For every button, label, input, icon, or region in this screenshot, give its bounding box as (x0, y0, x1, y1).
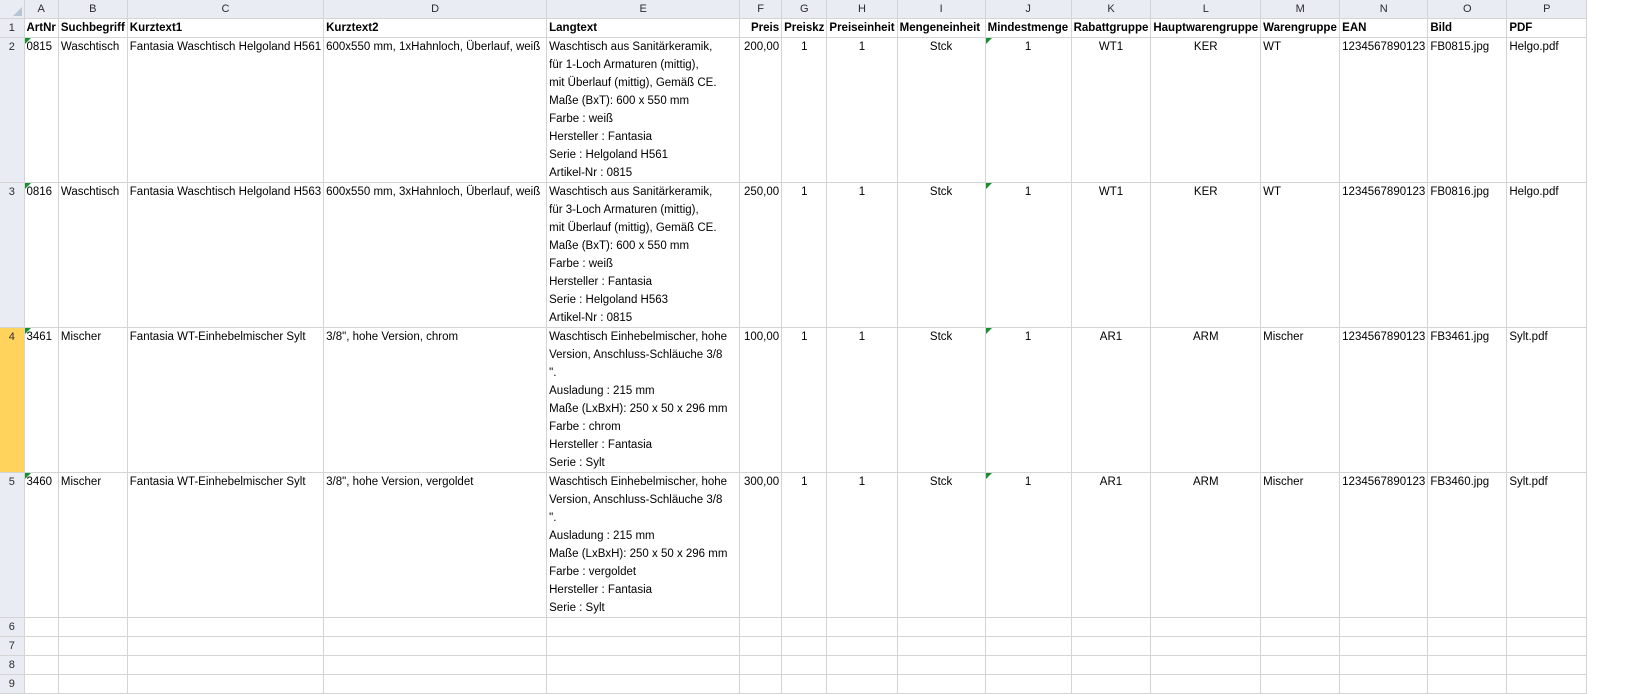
cell-mindestmenge[interactable]: 1 (985, 473, 1071, 618)
cell-bild[interactable]: FB0815.jpg (1428, 38, 1507, 183)
row-header-6[interactable]: 6 (0, 618, 24, 637)
cell-kurztext1[interactable]: Fantasia Waschtisch Helgoland H561 (127, 38, 323, 183)
cell-rabattgruppe[interactable]: AR1 (1071, 328, 1151, 473)
empty-cell[interactable] (1340, 656, 1428, 675)
langtext-line: Hersteller : Fantasia (549, 276, 653, 288)
empty-cell[interactable] (127, 656, 323, 675)
row-header-8[interactable]: 8 (0, 656, 24, 675)
cell-preiskz[interactable]: 1 (782, 38, 827, 183)
langtext-line: Version, Anschluss-Schläuche 3/8 (549, 349, 723, 361)
cell-b1[interactable]: Suchbegriff (58, 19, 127, 38)
cell-artnr[interactable]: 3461 (24, 328, 58, 473)
cell-f1[interactable]: Preis (740, 19, 782, 38)
empty-cell[interactable] (897, 656, 985, 675)
empty-cell[interactable] (324, 618, 547, 637)
empty-row (0, 618, 1587, 637)
column-header-i[interactable]: I (897, 0, 985, 19)
empty-cell[interactable] (985, 656, 1071, 675)
empty-cell[interactable] (127, 637, 323, 656)
column-header-d[interactable]: D (324, 0, 547, 19)
empty-cell[interactable] (827, 618, 897, 637)
column-header-o[interactable]: O (1428, 0, 1507, 19)
cell-warengruppe[interactable]: WT (1261, 38, 1340, 183)
empty-cell[interactable] (782, 637, 827, 656)
empty-cell[interactable] (1340, 637, 1428, 656)
langtext-line: ". (549, 512, 557, 524)
cell-preiskz[interactable]: 1 (782, 328, 827, 473)
cell-l1[interactable]: Hauptwarengruppe (1151, 19, 1261, 38)
empty-cell[interactable] (1507, 618, 1587, 637)
empty-cell[interactable] (324, 656, 547, 675)
cell-warengruppe[interactable]: WT (1261, 183, 1340, 328)
cell-kurztext1[interactable]: Fantasia WT-Einhebelmischer Sylt (127, 473, 323, 618)
cell-preiseinheit[interactable]: 1 (827, 328, 897, 473)
empty-cell[interactable] (782, 675, 827, 694)
cell-j1[interactable]: Mindestmenge (985, 19, 1071, 38)
langtext-line: Waschtisch aus Sanitärkeramik, (549, 186, 713, 198)
cell-k1[interactable]: Rabattgruppe (1071, 19, 1151, 38)
cell-rabattgruppe[interactable]: WT1 (1071, 38, 1151, 183)
cell-langtext[interactable] (547, 473, 740, 618)
empty-cell[interactable] (58, 675, 127, 694)
langtext-line: Serie : Sylt (549, 602, 605, 614)
empty-cell[interactable] (324, 675, 547, 694)
langtext-line: mit Überlauf (mittig), Gemäß CE. (549, 77, 717, 89)
cell-mindestmenge[interactable]: 1 (985, 38, 1071, 183)
column-header-p[interactable]: P (1507, 0, 1587, 19)
cell-pdf[interactable]: Sylt.pdf (1507, 328, 1587, 473)
cell-bild[interactable]: FB3461.jpg (1428, 328, 1507, 473)
cell-pdf[interactable]: Sylt.pdf (1507, 473, 1587, 618)
cell-ean[interactable]: 1234567890123 (1340, 328, 1428, 473)
empty-cell[interactable] (1071, 618, 1151, 637)
cell-bild[interactable]: FB0816.jpg (1428, 183, 1507, 328)
empty-cell[interactable] (547, 637, 740, 656)
empty-cell[interactable] (782, 618, 827, 637)
empty-cell[interactable] (1507, 637, 1587, 656)
empty-cell[interactable] (1261, 675, 1340, 694)
langtext-line: Maße (BxT): 600 x 550 mm (549, 240, 690, 252)
cell-rabattgruppe[interactable]: WT1 (1071, 183, 1151, 328)
cell-suchbegriff[interactable]: Waschtisch (58, 38, 127, 183)
empty-cell[interactable] (1507, 675, 1587, 694)
row-header-2[interactable]: 2 (0, 38, 24, 183)
empty-cell[interactable] (897, 618, 985, 637)
empty-cell[interactable] (58, 637, 127, 656)
cell-preiskz[interactable]: 1 (782, 473, 827, 618)
cell-preiseinheit[interactable]: 1 (827, 473, 897, 618)
cell-e1[interactable]: Langtext (547, 19, 740, 38)
empty-cell[interactable] (897, 637, 985, 656)
empty-cell[interactable] (24, 675, 58, 694)
cell-kurztext2[interactable]: 3/8", hohe Version, vergoldet (324, 473, 547, 618)
cell-artnr[interactable]: 3460 (24, 473, 58, 618)
langtext-line: ". (549, 367, 557, 379)
cell-preis[interactable]: 250,00 (740, 183, 782, 328)
cell-g1[interactable]: Preiskz (782, 19, 827, 38)
cell-bild[interactable]: FB3460.jpg (1428, 473, 1507, 618)
row-header-1[interactable]: 1 (0, 19, 24, 38)
empty-cell[interactable] (1507, 656, 1587, 675)
empty-cell[interactable] (827, 637, 897, 656)
column-header-n[interactable]: N (1340, 0, 1428, 19)
langtext-line: mit Überlauf (mittig), Gemäß CE. (549, 222, 717, 234)
cell-warengruppe[interactable]: Mischer (1261, 328, 1340, 473)
empty-cell[interactable] (1151, 637, 1261, 656)
langtext-line: Farbe : weiß (549, 113, 614, 125)
cell-pdf[interactable]: Helgo.pdf (1507, 38, 1587, 183)
empty-cell[interactable] (740, 675, 782, 694)
cell-suchbegriff[interactable]: Waschtisch (58, 183, 127, 328)
column-header-c[interactable]: C (127, 0, 323, 19)
cell-ean[interactable]: 1234567890123 (1340, 183, 1428, 328)
empty-cell[interactable] (782, 656, 827, 675)
row-header-3[interactable]: 3 (0, 183, 24, 328)
cell-mengeneinheit[interactable]: Stck (897, 38, 985, 183)
table-row (0, 183, 1587, 328)
column-header-k[interactable]: K (1071, 0, 1151, 19)
cell-h1[interactable]: Preiseinheit (827, 19, 897, 38)
cell-a1[interactable]: ArtNr (24, 19, 58, 38)
langtext-line: Maße (BxT): 600 x 550 mm (549, 95, 690, 107)
langtext-line: Waschtisch Einhebelmischer, hohe (549, 331, 728, 343)
empty-cell[interactable] (1428, 656, 1507, 675)
cell-mengeneinheit[interactable]: Stck (897, 328, 985, 473)
langtext-line: Hersteller : Fantasia (549, 584, 653, 596)
empty-cell[interactable] (1428, 618, 1507, 637)
empty-cell[interactable] (58, 656, 127, 675)
column-header-h[interactable]: H (827, 0, 897, 19)
cell-hauptwarengruppe[interactable]: ARM (1151, 328, 1261, 473)
empty-cell[interactable] (985, 618, 1071, 637)
empty-cell[interactable] (985, 637, 1071, 656)
empty-cell[interactable] (1261, 656, 1340, 675)
cell-preis[interactable]: 200,00 (740, 38, 782, 183)
cell-preiseinheit[interactable]: 1 (827, 38, 897, 183)
cell-kurztext2[interactable]: 3/8", hohe Version, chrom (324, 328, 547, 473)
cell-kurztext1[interactable]: Fantasia Waschtisch Helgoland H563 (127, 183, 323, 328)
column-header-a[interactable]: A (24, 0, 58, 19)
empty-cell[interactable] (1428, 675, 1507, 694)
cell-artnr[interactable]: 0815 (24, 38, 58, 183)
header-row (0, 19, 1587, 38)
cell-preis[interactable]: 100,00 (740, 328, 782, 473)
cell-c1[interactable]: Kurztext1 (127, 19, 323, 38)
cell-langtext[interactable] (547, 328, 740, 473)
column-header-g[interactable]: G (782, 0, 827, 19)
empty-cell[interactable] (1261, 618, 1340, 637)
empty-row (0, 656, 1587, 675)
column-header-l[interactable]: L (1151, 0, 1261, 19)
langtext-line: für 1-Loch Armaturen (mittig), (549, 59, 699, 71)
cell-kurztext2[interactable]: 600x550 mm, 3xHahnloch, Überlauf, weiß (324, 183, 547, 328)
cell-kurztext2[interactable]: 600x550 mm, 1xHahnloch, Überlauf, weiß (324, 38, 547, 183)
cell-langtext[interactable] (547, 183, 740, 328)
empty-cell[interactable] (1151, 618, 1261, 637)
empty-cell[interactable] (58, 618, 127, 637)
empty-cell[interactable] (24, 637, 58, 656)
select-all-triangle-icon (13, 7, 22, 16)
cell-hauptwarengruppe[interactable]: KER (1151, 183, 1261, 328)
empty-row (0, 637, 1587, 656)
cell-m1[interactable]: Warengruppe (1261, 19, 1340, 38)
langtext-line: Artikel-Nr : 0815 (549, 167, 633, 179)
empty-cell[interactable] (324, 637, 547, 656)
empty-cell[interactable] (740, 618, 782, 637)
row-header-4[interactable]: 4 (0, 328, 24, 473)
empty-cell[interactable] (1071, 656, 1151, 675)
select-all-corner[interactable] (0, 0, 24, 19)
cell-mindestmenge[interactable]: 1 (985, 328, 1071, 473)
column-header-b[interactable]: B (58, 0, 127, 19)
cell-hauptwarengruppe[interactable]: ARM (1151, 473, 1261, 618)
cell-mindestmenge[interactable]: 1 (985, 183, 1071, 328)
column-header-j[interactable]: J (985, 0, 1071, 19)
cell-langtext[interactable] (547, 38, 740, 183)
empty-cell[interactable] (547, 618, 740, 637)
row-header-7[interactable]: 7 (0, 637, 24, 656)
empty-cell[interactable] (1071, 675, 1151, 694)
langtext-line: Hersteller : Fantasia (549, 439, 653, 451)
langtext-line: Maße (LxBxH): 250 x 50 x 296 mm (549, 403, 728, 415)
cell-preiseinheit[interactable]: 1 (827, 183, 897, 328)
empty-cell[interactable] (1340, 675, 1428, 694)
cell-rabattgruppe[interactable]: AR1 (1071, 473, 1151, 618)
empty-cell[interactable] (127, 618, 323, 637)
cell-mengeneinheit[interactable]: Stck (897, 473, 985, 618)
langtext-line: Hersteller : Fantasia (549, 131, 653, 143)
langtext-line: Version, Anschluss-Schläuche 3/8 (549, 494, 723, 506)
cell-o1[interactable]: Bild (1428, 19, 1507, 38)
empty-cell[interactable] (740, 637, 782, 656)
empty-row (0, 675, 1587, 694)
table-row (0, 473, 1587, 618)
cell-ean[interactable]: 1234567890123 (1340, 473, 1428, 618)
langtext-line: Farbe : weiß (549, 258, 614, 270)
empty-cell[interactable] (547, 656, 740, 675)
langtext-line: Serie : Helgoland H561 (549, 149, 669, 161)
langtext-line: für 3-Loch Armaturen (mittig), (549, 204, 699, 216)
empty-cell[interactable] (1261, 637, 1340, 656)
column-header-f[interactable]: F (740, 0, 782, 19)
empty-cell[interactable] (1340, 618, 1428, 637)
empty-cell[interactable] (24, 618, 58, 637)
empty-cell[interactable] (740, 656, 782, 675)
langtext-line: Farbe : vergoldet (549, 566, 637, 578)
langtext-line: Maße (LxBxH): 250 x 50 x 296 mm (549, 548, 728, 560)
cell-warengruppe[interactable]: Mischer (1261, 473, 1340, 618)
empty-cell[interactable] (1151, 675, 1261, 694)
empty-cell[interactable] (827, 675, 897, 694)
cell-preiskz[interactable]: 1 (782, 183, 827, 328)
cell-mengeneinheit[interactable]: Stck (897, 183, 985, 328)
langtext-line: Ausladung : 215 mm (549, 530, 655, 542)
cell-i1[interactable]: Mengeneinheit (897, 19, 985, 38)
cell-artnr[interactable]: 0816 (24, 183, 58, 328)
cell-preis[interactable]: 300,00 (740, 473, 782, 618)
langtext-line: Serie : Sylt (549, 457, 605, 469)
cell-kurztext1[interactable]: Fantasia WT-Einhebelmischer Sylt (127, 328, 323, 473)
cell-ean[interactable]: 1234567890123 (1340, 38, 1428, 183)
empty-cell[interactable] (1071, 637, 1151, 656)
langtext-line: Farbe : chrom (549, 421, 621, 433)
empty-cell[interactable] (985, 675, 1071, 694)
cell-suchbegriff[interactable]: Mischer (58, 473, 127, 618)
cell-hauptwarengruppe[interactable]: KER (1151, 38, 1261, 183)
empty-cell[interactable] (827, 656, 897, 675)
table-row (0, 328, 1587, 473)
langtext-line: Waschtisch Einhebelmischer, hohe (549, 476, 728, 488)
cell-d1[interactable]: Kurztext2 (324, 19, 547, 38)
cell-suchbegriff[interactable]: Mischer (58, 328, 127, 473)
cell-p1[interactable]: PDF (1507, 19, 1587, 38)
column-header-m[interactable]: M (1261, 0, 1340, 19)
cell-n1[interactable]: EAN (1340, 19, 1428, 38)
langtext-line: Waschtisch aus Sanitärkeramik, (549, 41, 713, 53)
langtext-line: Artikel-Nr : 0815 (549, 312, 633, 324)
table-row (0, 38, 1587, 183)
column-header-row (0, 0, 1587, 19)
empty-cell[interactable] (1151, 656, 1261, 675)
column-header-e[interactable]: E (547, 0, 740, 19)
empty-cell[interactable] (127, 675, 323, 694)
empty-cell[interactable] (1428, 637, 1507, 656)
cell-pdf[interactable]: Helgo.pdf (1507, 183, 1587, 328)
row-header-5[interactable]: 5 (0, 473, 24, 618)
langtext-line: Ausladung : 215 mm (549, 385, 655, 397)
empty-cell[interactable] (24, 656, 58, 675)
row-header-9[interactable]: 9 (0, 675, 24, 694)
empty-cell[interactable] (547, 675, 740, 694)
empty-cell[interactable] (897, 675, 985, 694)
langtext-line: Serie : Helgoland H563 (549, 294, 669, 306)
